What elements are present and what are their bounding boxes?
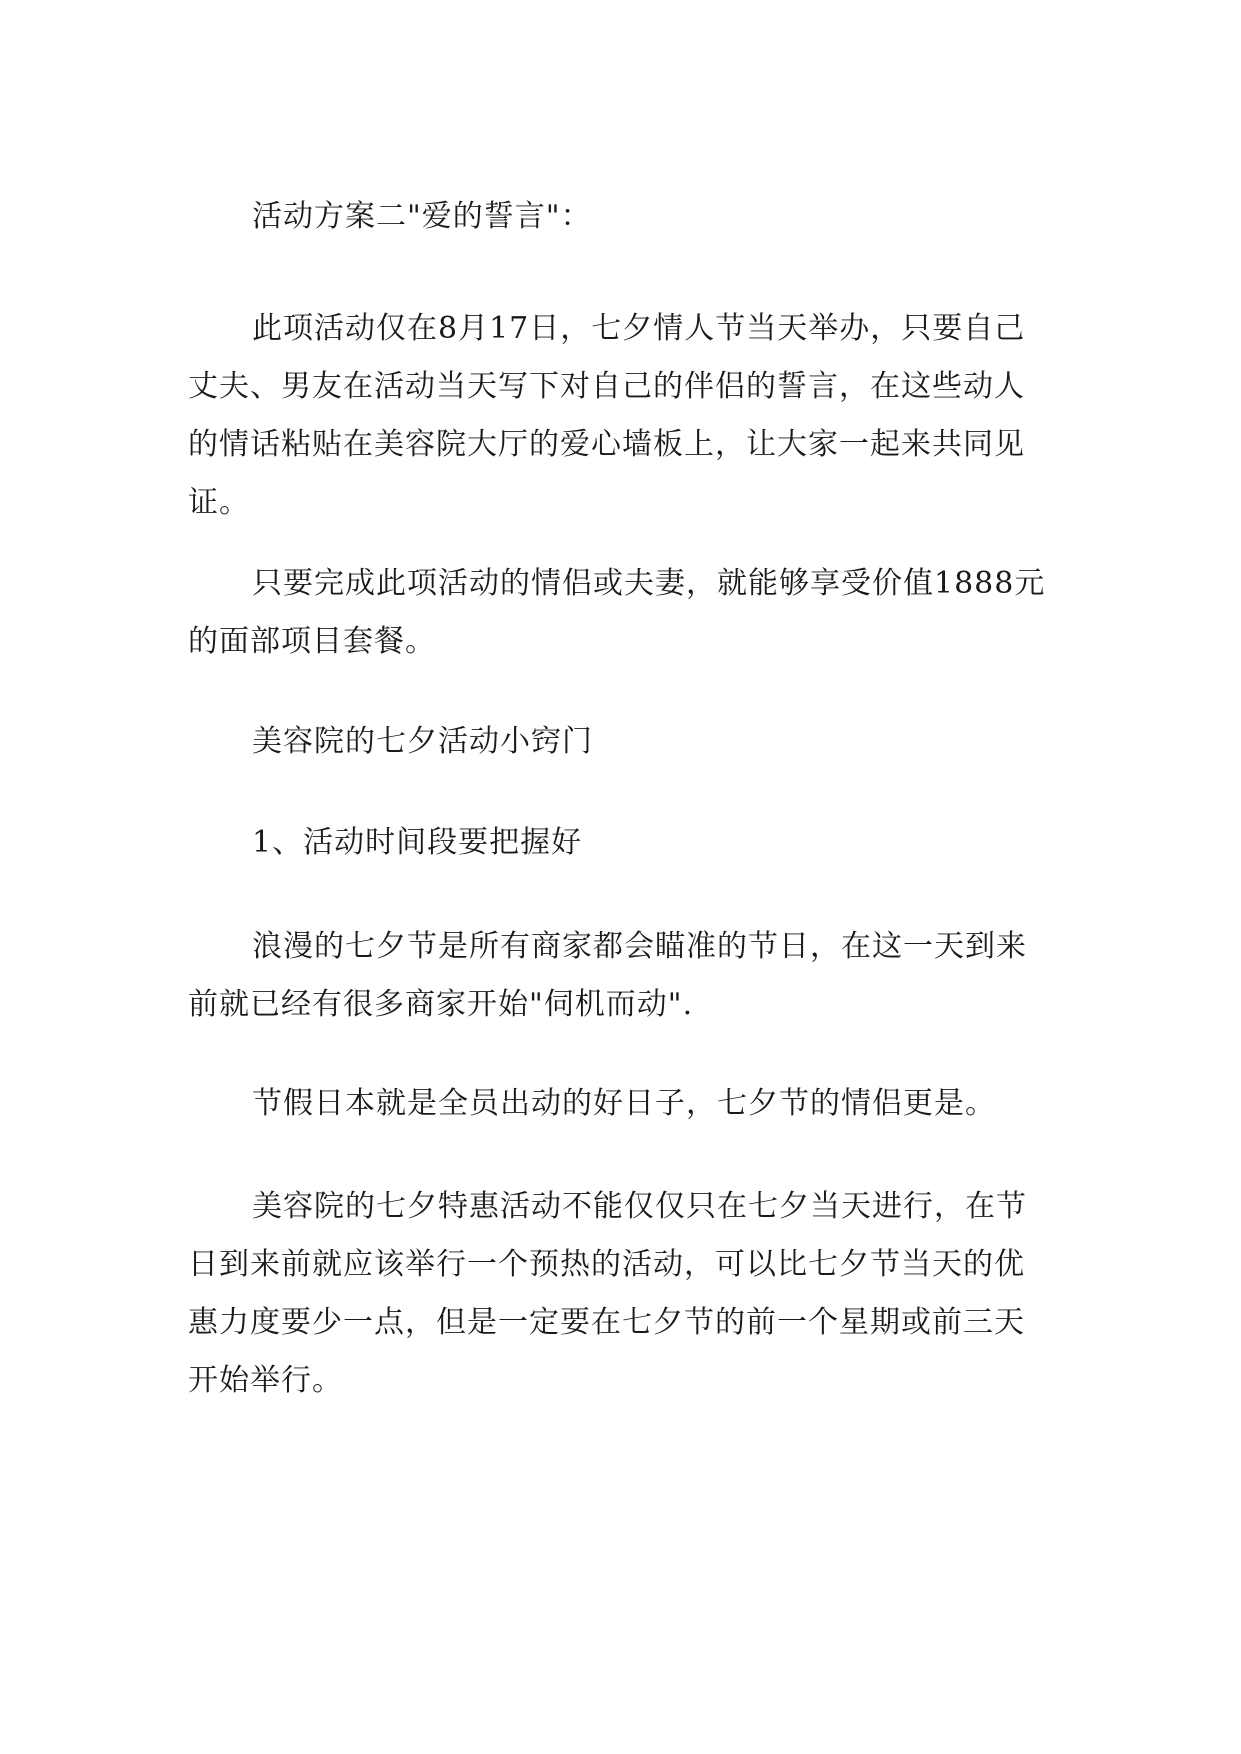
paragraph-romantic-festival: 浪漫的七夕节是所有商家都会瞄准的节日，在这一天到来前就已经有很多商家开始"伺机而动". xyxy=(188,929,1027,1022)
paragraph-reward: 只要完成此项活动的情侣或夫妻，就能够享受价值1888元的面部项目套餐。 xyxy=(188,566,1046,659)
paragraph-oath-activity: 此项活动仅在8月17日，七夕情人节当天举办，只要自己丈夫、男友在活动当天写下对自己的伴侣的誓言，在这些动人的情话粘贴在美容院大厅的爱心墙板上，让大家一起来共同见证。 xyxy=(188,311,1026,520)
paragraph-tips-heading: 美容院的七夕活动小窍门 xyxy=(252,724,593,759)
paragraph-plan-two-title: 活动方案二"爱的誓言"： xyxy=(252,199,592,234)
paragraph-tip-one-heading: 1、活动时间段要把握好 xyxy=(252,825,583,860)
paragraph-preheat-activity: 美容院的七夕特惠活动不能仅仅只在七夕当天进行，在节日到来前就应该举行一个预热的活动，可以比七夕节当天的优惠力度要少一点，但是一定要在七夕节的前一个星期或前三天开始举行。 xyxy=(188,1189,1027,1398)
paragraph-holiday-outing: 节假日本就是全员出动的好日子，七夕节的情侣更是。 xyxy=(252,1086,996,1121)
